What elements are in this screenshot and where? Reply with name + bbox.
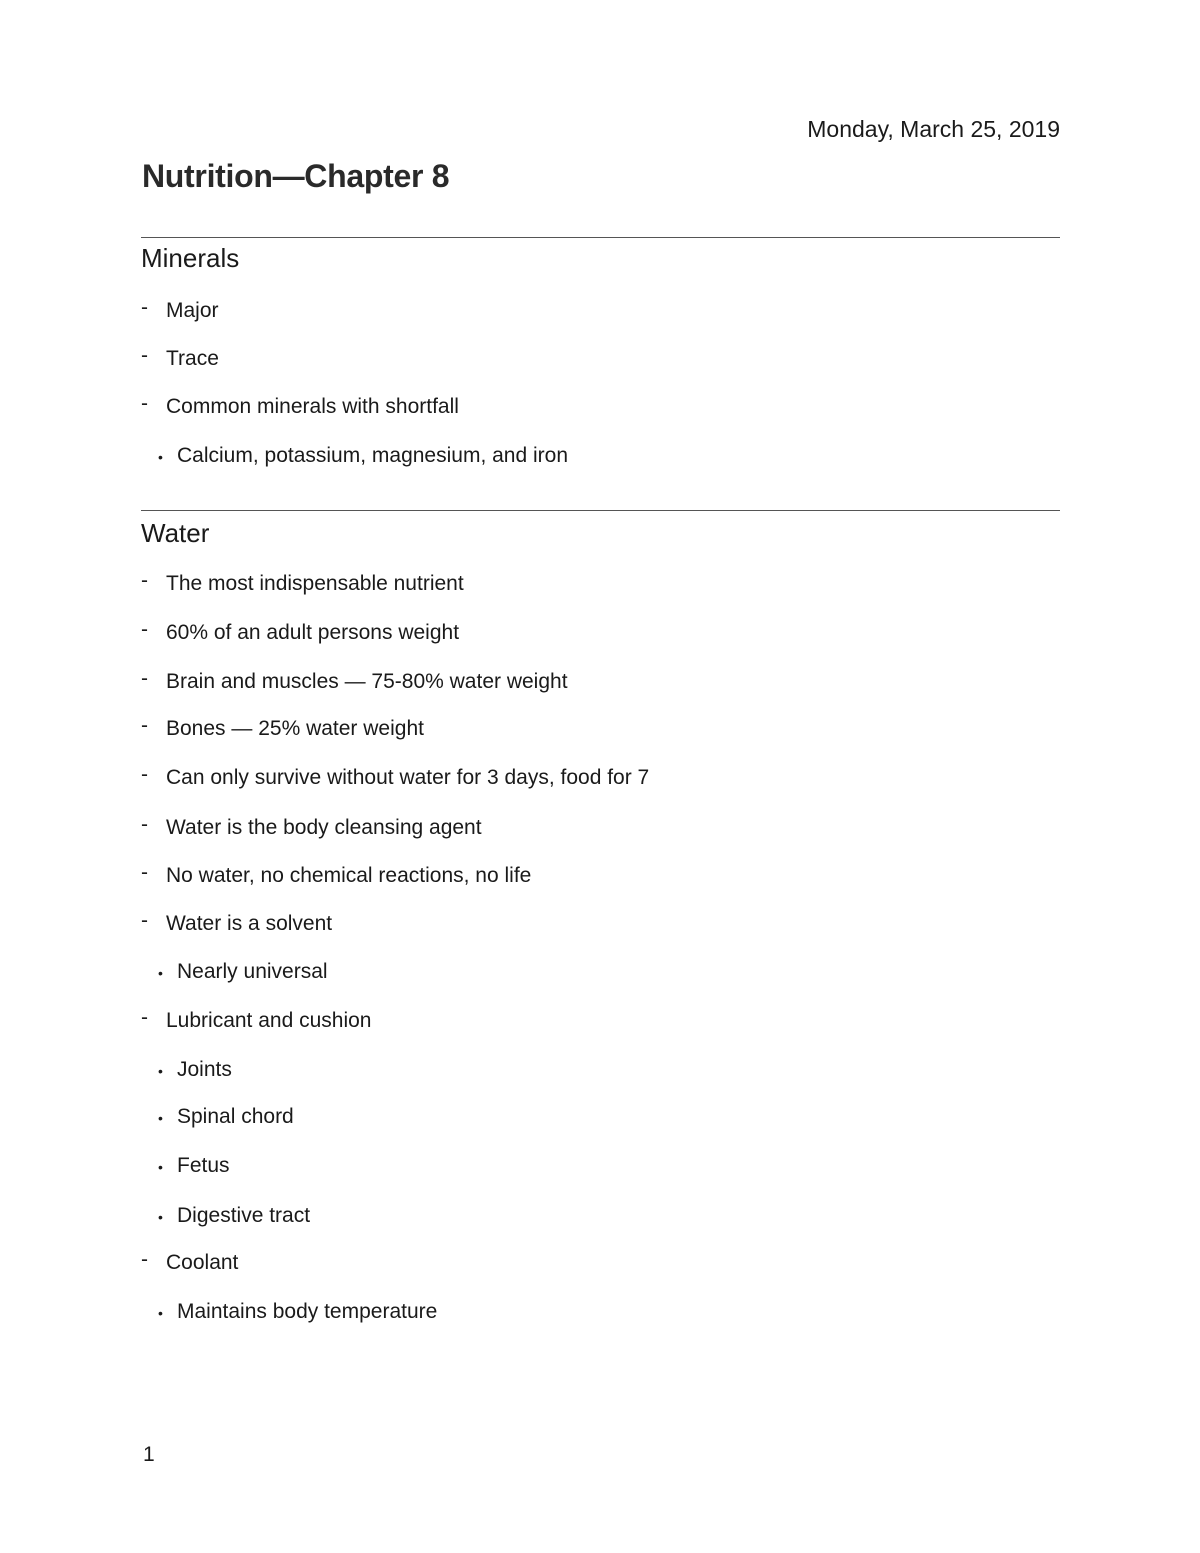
page-number: 1 xyxy=(143,1443,155,1466)
section-divider xyxy=(141,510,1060,511)
sub-list-item: Digestive tract xyxy=(177,1204,311,1227)
section-divider xyxy=(141,237,1060,238)
list-item: Common minerals with shortfall xyxy=(166,395,459,418)
sub-list-item: Maintains body temperature xyxy=(177,1300,438,1323)
list-item: Water is the body cleansing agent xyxy=(166,816,482,839)
list-item: Can only survive without water for 3 days, food for 7 xyxy=(166,766,650,789)
list-item: Coolant xyxy=(166,1251,239,1274)
bullet-marker: • xyxy=(158,1305,163,1321)
sub-list-item: Joints xyxy=(177,1058,232,1081)
list-item: Major xyxy=(166,299,219,322)
document-date: Monday, March 25, 2019 xyxy=(807,116,1060,142)
sub-list-item: Spinal chord xyxy=(177,1105,294,1128)
bullet-marker: • xyxy=(158,965,163,981)
dash-marker: - xyxy=(141,392,148,415)
bullet-marker: • xyxy=(158,1063,163,1079)
dash-marker: - xyxy=(141,667,148,690)
list-item: Water is a solvent xyxy=(166,912,333,935)
dash-marker: - xyxy=(141,861,148,884)
list-item: No water, no chemical reactions, no life xyxy=(166,864,532,887)
list-item: Lubricant and cushion xyxy=(166,1009,372,1032)
bullet-marker: • xyxy=(158,1209,163,1225)
dash-marker: - xyxy=(141,569,148,592)
dash-marker: - xyxy=(141,296,148,319)
sub-list-item: Calcium, potassium, magnesium, and iron xyxy=(177,444,569,467)
dash-marker: - xyxy=(141,1248,148,1271)
dash-marker: - xyxy=(141,763,148,786)
sub-list-item: Nearly universal xyxy=(177,960,328,983)
page-title: Nutrition—Chapter 8 xyxy=(142,158,450,194)
section-heading-water: Water xyxy=(141,518,210,548)
dash-marker: - xyxy=(141,618,148,641)
list-item: Brain and muscles — 75-80% water weight xyxy=(166,670,568,693)
dash-marker: - xyxy=(141,1006,148,1029)
list-item: 60% of an adult persons weight xyxy=(166,621,460,644)
dash-marker: - xyxy=(141,813,148,836)
section-heading-minerals: Minerals xyxy=(141,243,240,273)
list-item: Bones — 25% water weight xyxy=(166,717,424,740)
dash-marker: - xyxy=(141,344,148,367)
dash-marker: - xyxy=(141,909,148,932)
dash-marker: - xyxy=(141,714,148,737)
bullet-marker: • xyxy=(158,449,163,465)
bullet-marker: • xyxy=(158,1110,163,1126)
sub-list-item: Fetus xyxy=(177,1154,230,1177)
list-item: The most indispensable nutrient xyxy=(166,572,464,595)
bullet-marker: • xyxy=(158,1159,163,1175)
list-item: Trace xyxy=(166,347,219,370)
